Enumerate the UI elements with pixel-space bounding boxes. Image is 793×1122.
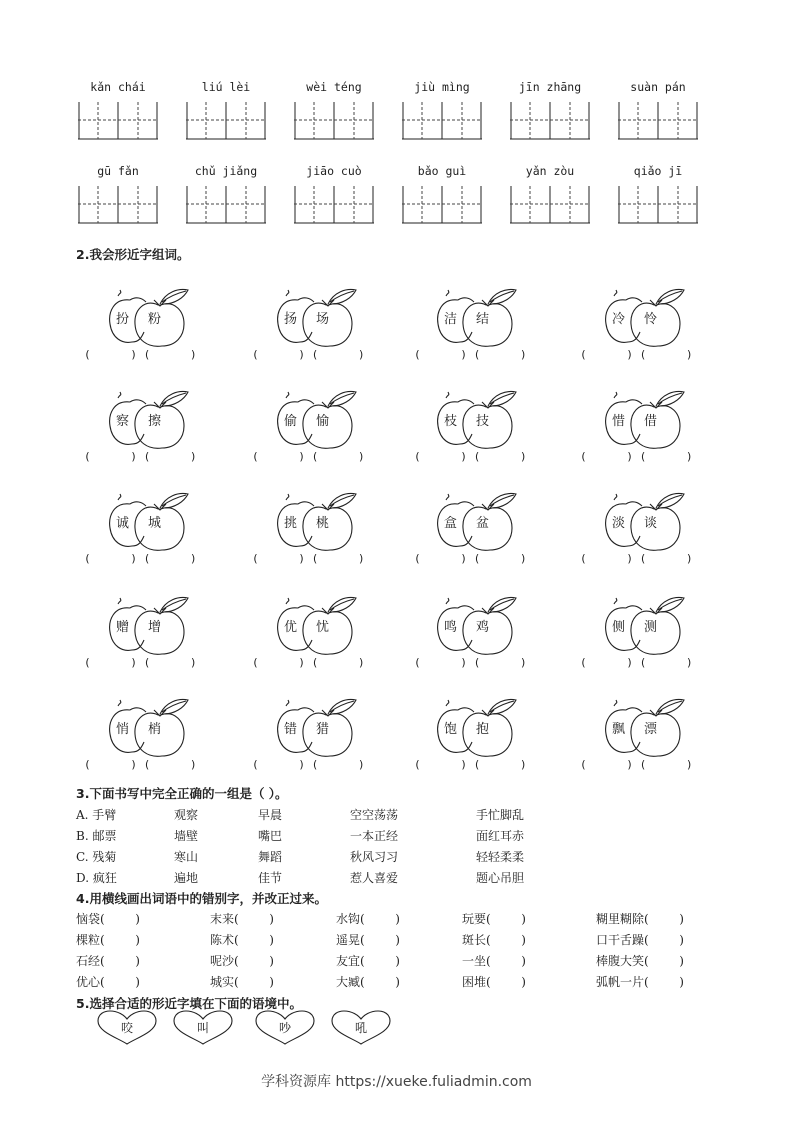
answer-blank[interactable]: ( ) ( ): [252, 656, 365, 669]
answer-blank[interactable]: ( ) ( ): [414, 348, 527, 361]
option-word: 墙壁: [174, 829, 199, 843]
option-label[interactable]: D. 疯狂: [76, 871, 117, 885]
correction-item[interactable]: 棒腹大笑( ): [596, 954, 684, 968]
tianzige-grid[interactable]: [186, 184, 266, 224]
pinyin-label: wèi téng: [306, 80, 362, 94]
option-word: 嘴巴: [258, 829, 283, 843]
correction-item[interactable]: 末来( ): [210, 912, 274, 926]
section5-title: 5.选择合适的形近字填在下面的语境中。: [76, 996, 302, 1011]
answer-blank[interactable]: ( ) ( ): [252, 348, 365, 361]
pinyin-label: gū fǎn: [97, 164, 139, 178]
heart-choice: [330, 1010, 392, 1046]
answer-blank[interactable]: ( ) ( ): [580, 758, 693, 771]
section4-title: 4.用横线画出词语中的错别字，并改正过来。: [76, 891, 327, 906]
char-right: 忧: [316, 620, 330, 635]
option-word: 遍地: [174, 871, 199, 885]
char-right: 借: [644, 414, 658, 429]
correction-item[interactable]: 玩要( ): [462, 912, 526, 926]
heart-char: 咬: [120, 1021, 133, 1035]
char-right: 擦: [148, 414, 162, 429]
option-word: 轻轻柔柔: [476, 850, 525, 864]
char-left: 侧: [612, 620, 626, 635]
char-left: 淡: [612, 516, 626, 531]
char-left: 惜: [612, 414, 626, 429]
pinyin-label: yǎn zòu: [525, 164, 575, 178]
answer-blank[interactable]: ( ) ( ): [414, 758, 527, 771]
correction-item[interactable]: 棵粒( ): [76, 933, 140, 947]
char-right: 粉: [148, 312, 162, 327]
heart-choice: [172, 1010, 234, 1046]
heart-char: 吼: [354, 1021, 367, 1035]
char-left: 冷: [612, 312, 626, 327]
tianzige-grid[interactable]: [510, 100, 590, 140]
option-word: 观察: [174, 808, 199, 822]
pinyin-label: jiù mìng: [414, 80, 470, 94]
pinyin-label: qiǎo jī: [633, 164, 683, 178]
char-right: 漂: [644, 722, 658, 737]
char-right: 鸡: [476, 620, 490, 635]
option-word: 空空荡荡: [350, 808, 399, 822]
tianzige-grid[interactable]: [294, 100, 374, 140]
answer-blank[interactable]: ( ) ( ): [580, 348, 693, 361]
option-word: 寒山: [174, 850, 199, 864]
answer-blank[interactable]: ( ) ( ): [84, 348, 197, 361]
char-right: 增: [148, 620, 162, 635]
option-label[interactable]: A. 手臂: [76, 808, 117, 822]
correction-item[interactable]: 大臧( ): [336, 975, 400, 989]
char-right: 怜: [644, 312, 658, 327]
char-right: 愉: [316, 414, 330, 429]
answer-blank[interactable]: ( ) ( ): [84, 656, 197, 669]
answer-blank[interactable]: ( ) ( ): [252, 552, 365, 565]
tianzige-grid[interactable]: [618, 184, 698, 224]
correction-item[interactable]: 糊里糊除( ): [596, 912, 684, 926]
correction-item[interactable]: 石经( ): [76, 954, 140, 968]
char-right: 城: [148, 516, 162, 531]
correction-item[interactable]: 陈术( ): [210, 933, 274, 947]
answer-blank[interactable]: ( ) ( ): [414, 450, 527, 463]
char-left: 错: [284, 722, 298, 737]
option-word: 佳节: [258, 871, 283, 885]
correction-item[interactable]: 一坐( ): [462, 954, 526, 968]
option-word: 手忙脚乱: [476, 808, 525, 822]
char-left: 飘: [612, 722, 626, 737]
pinyin-label: bǎo guì: [417, 164, 467, 178]
char-right: 技: [476, 414, 490, 429]
heart-choice: [254, 1010, 316, 1046]
pinyin-label: kǎn chái: [90, 80, 146, 94]
option-word: 一本正经: [350, 829, 399, 843]
tianzige-grid[interactable]: [402, 184, 482, 224]
char-right: 场: [316, 312, 330, 327]
option-word: 舞蹈: [258, 850, 283, 864]
char-left: 扮: [116, 312, 130, 327]
correction-item[interactable]: 遥晃( ): [336, 933, 400, 947]
char-left: 偷: [284, 414, 298, 429]
char-right: 抱: [476, 722, 490, 737]
heart-char: 吵: [278, 1021, 291, 1035]
correction-item[interactable]: 呢沙( ): [210, 954, 274, 968]
correction-item[interactable]: 城实( ): [210, 975, 274, 989]
correction-item[interactable]: 友宜( ): [336, 954, 400, 968]
char-left: 扬: [284, 312, 298, 327]
pinyin-label: liú lèi: [201, 80, 251, 94]
section2-title: 2.我会形近字组词。: [76, 247, 190, 262]
char-left: 饱: [444, 722, 458, 737]
pinyin-label: suàn pán: [630, 80, 686, 94]
tianzige-grid[interactable]: [78, 100, 158, 140]
char-right: 猎: [316, 722, 330, 737]
answer-blank[interactable]: ( ) ( ): [84, 758, 197, 771]
char-right: 盆: [476, 516, 490, 531]
tianzige-grid[interactable]: [78, 184, 158, 224]
tianzige-grid[interactable]: [294, 184, 374, 224]
answer-blank[interactable]: ( ) ( ): [414, 552, 527, 565]
answer-blank[interactable]: ( ) ( ): [414, 656, 527, 669]
tianzige-grid[interactable]: [510, 184, 590, 224]
char-left: 盒: [444, 516, 458, 531]
answer-blank[interactable]: ( ) ( ): [252, 758, 365, 771]
answer-blank[interactable]: ( ) ( ): [580, 450, 693, 463]
option-word: 面红耳赤: [476, 829, 525, 843]
option-word: 题心吊胆: [476, 871, 525, 885]
char-right: 谈: [644, 516, 658, 531]
tianzige-grid[interactable]: [618, 100, 698, 140]
correction-item[interactable]: 弧帆一片( ): [596, 975, 684, 989]
char-left: 悄: [116, 722, 130, 737]
correction-item[interactable]: 水钩( ): [336, 912, 400, 926]
pinyin-label: jīn zhāng: [518, 80, 582, 94]
option-word: 秋风习习: [350, 850, 399, 864]
char-left: 枝: [444, 414, 458, 429]
tianzige-grid[interactable]: [186, 100, 266, 140]
option-word: 早晨: [258, 808, 283, 822]
pinyin-label: jiāo cuò: [306, 164, 362, 178]
correction-item[interactable]: 口干舌躁( ): [596, 933, 684, 947]
char-left: 洁: [444, 312, 458, 327]
pinyin-label: chǔ jiǎng: [194, 164, 258, 178]
char-left: 察: [116, 414, 130, 429]
option-label[interactable]: C. 残菊: [76, 850, 117, 864]
char-right: 结: [476, 312, 490, 327]
tianzige-grid[interactable]: [402, 100, 482, 140]
char-right: 梢: [148, 722, 162, 737]
char-right: 桃: [316, 516, 330, 531]
answer-blank[interactable]: ( ) ( ): [84, 552, 197, 565]
char-right: 测: [644, 620, 658, 635]
heart-char: 叫: [196, 1021, 209, 1035]
char-left: 诚: [116, 516, 130, 531]
correction-item[interactable]: 优心( ): [76, 975, 140, 989]
correction-item[interactable]: 困堆( ): [462, 975, 526, 989]
correction-item[interactable]: 斑长( ): [462, 933, 526, 947]
answer-blank[interactable]: ( ) ( ): [580, 656, 693, 669]
char-left: 鸣: [444, 620, 458, 635]
char-left: 挑: [284, 516, 298, 531]
char-left: 赠: [116, 620, 130, 635]
correction-item[interactable]: 恼袋( ): [76, 912, 140, 926]
answer-blank[interactable]: ( ) ( ): [580, 552, 693, 565]
option-word: 惹人喜爱: [350, 871, 399, 885]
answer-blank[interactable]: ( ) ( ): [252, 450, 365, 463]
heart-choice: [96, 1010, 158, 1046]
option-label[interactable]: B. 邮票: [76, 829, 117, 843]
answer-blank[interactable]: ( ) ( ): [84, 450, 197, 463]
char-left: 优: [284, 620, 298, 635]
section3-title: 3.下面书写中完全正确的一组是（ ）。: [76, 786, 288, 801]
footer-watermark: 学科资源库 https://xueke.fuliadmin.com: [261, 1074, 532, 1090]
